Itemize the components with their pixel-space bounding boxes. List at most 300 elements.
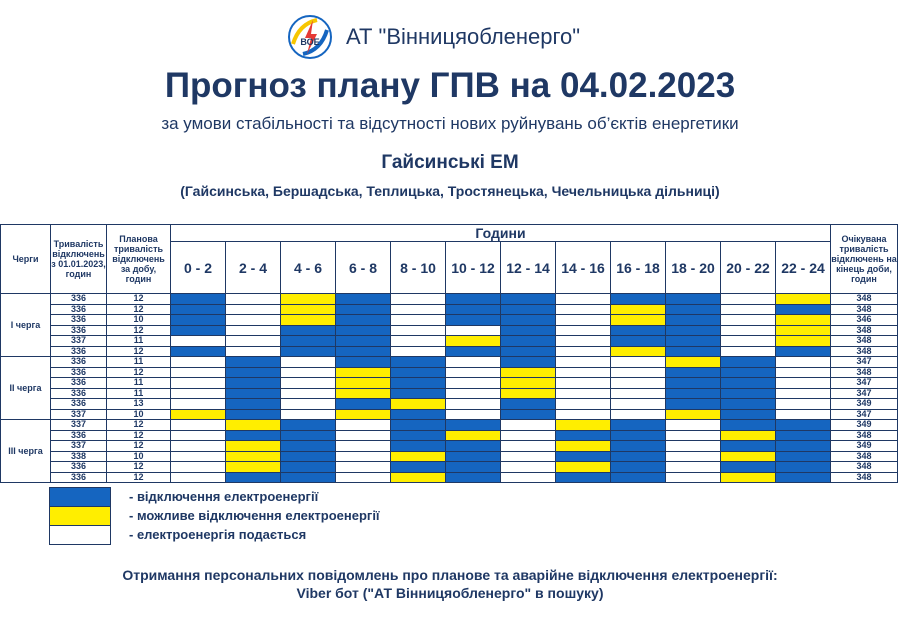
schedule-cell (501, 441, 556, 452)
schedule-cell (446, 388, 501, 399)
schedule-cell (611, 472, 666, 483)
schedule-cell (281, 315, 336, 326)
schedule-cell (556, 388, 611, 399)
schedule-cell (446, 336, 501, 347)
schedule-cell (226, 388, 281, 399)
expected-cell: 347 (831, 388, 898, 399)
schedule-cell (666, 441, 721, 452)
planned-cell: 11 (107, 336, 171, 347)
schedule-cell (556, 472, 611, 483)
duration-cell: 336 (51, 388, 107, 399)
expected-cell: 349 (831, 441, 898, 452)
schedule-cell (226, 357, 281, 368)
schedule-cell (666, 430, 721, 441)
schedule-table (0, 224, 898, 483)
expected-cell: 348 (831, 472, 898, 483)
schedule-cell (391, 420, 446, 431)
schedule-cell (501, 346, 556, 357)
schedule-cell (171, 325, 226, 336)
legend-label-on: - електроенергія подається (129, 527, 307, 542)
header-slot: 16 - 18 (611, 242, 666, 294)
legend-swatch-off (49, 487, 111, 507)
header-slot: 20 - 22 (721, 242, 776, 294)
schedule-cell (776, 399, 831, 410)
schedule-cell (226, 367, 281, 378)
schedule-cell (501, 472, 556, 483)
header-planned: Планова тривалість відключень за добу, годин (107, 225, 171, 294)
duration-cell: 336 (51, 378, 107, 389)
schedule-cell (501, 325, 556, 336)
schedule-cell (336, 315, 391, 326)
schedule-cell (666, 367, 721, 378)
schedule-cell (666, 409, 721, 420)
schedule-cell (556, 336, 611, 347)
planned-cell: 12 (107, 367, 171, 378)
schedule-cell (666, 378, 721, 389)
header-slot: 0 - 2 (171, 242, 226, 294)
schedule-cell (446, 294, 501, 305)
header-hours: Години (171, 225, 831, 242)
schedule-cell (666, 472, 721, 483)
schedule-cell (501, 430, 556, 441)
schedule-cell (336, 304, 391, 315)
schedule-cell (501, 388, 556, 399)
schedule-cell (776, 430, 831, 441)
schedule-cell (721, 430, 776, 441)
duration-cell: 336 (51, 462, 107, 473)
queue-label: II черга (1, 357, 51, 420)
schedule-cell (556, 430, 611, 441)
schedule-cell (776, 304, 831, 315)
schedule-cell (721, 336, 776, 347)
schedule-cell (226, 325, 281, 336)
duration-cell: 336 (51, 294, 107, 305)
schedule-cell (171, 441, 226, 452)
schedule-cell (556, 420, 611, 431)
schedule-cell (611, 409, 666, 420)
planned-cell: 11 (107, 388, 171, 399)
schedule-cell (611, 399, 666, 410)
schedule-cell (501, 294, 556, 305)
schedule-cell (611, 378, 666, 389)
schedule-cell (721, 346, 776, 357)
planned-cell: 12 (107, 294, 171, 305)
schedule-cell (721, 399, 776, 410)
planned-cell: 12 (107, 441, 171, 452)
schedule-cell (171, 462, 226, 473)
duration-cell: 337 (51, 336, 107, 347)
schedule-cell (501, 462, 556, 473)
schedule-cell (226, 346, 281, 357)
expected-cell: 348 (831, 430, 898, 441)
schedule-cell (391, 315, 446, 326)
schedule-cell (776, 367, 831, 378)
schedule-cell (391, 409, 446, 420)
header-slot: 4 - 6 (281, 242, 336, 294)
duration-cell: 338 (51, 451, 107, 462)
schedule-cell (501, 409, 556, 420)
table-row (1, 304, 898, 315)
schedule-cell (226, 315, 281, 326)
schedule-cell (721, 304, 776, 315)
schedule-cell (721, 472, 776, 483)
header-duration: Тривалість відключень з 01.01.2023, годин (51, 225, 107, 294)
schedule-cell (171, 367, 226, 378)
logo-text: ВОЕ (300, 37, 320, 47)
schedule-cell (336, 346, 391, 357)
schedule-cell (336, 399, 391, 410)
schedule-cell (446, 430, 501, 441)
schedule-cell (281, 399, 336, 410)
schedule-cell (776, 441, 831, 452)
schedule-cell (721, 367, 776, 378)
schedule-cell (501, 357, 556, 368)
table-row (1, 357, 898, 368)
planned-cell: 12 (107, 430, 171, 441)
schedule-cell (776, 346, 831, 357)
schedule-cell (391, 462, 446, 473)
schedule-cell (611, 357, 666, 368)
schedule-cell (336, 462, 391, 473)
schedule-cell (556, 346, 611, 357)
schedule-cell (171, 336, 226, 347)
schedule-cell (446, 472, 501, 483)
schedule-cell (336, 441, 391, 452)
schedule-cell (446, 325, 501, 336)
schedule-cell (336, 409, 391, 420)
table-row (1, 430, 898, 441)
header-queue: Черги (1, 225, 51, 294)
header-slot: 18 - 20 (666, 242, 721, 294)
schedule-cell (171, 472, 226, 483)
schedule-cell (556, 325, 611, 336)
schedule-cell (666, 325, 721, 336)
schedule-cell (611, 367, 666, 378)
schedule-cell (391, 451, 446, 462)
schedule-cell (556, 367, 611, 378)
duration-cell: 336 (51, 304, 107, 315)
schedule-cell (611, 462, 666, 473)
districts-list: (Гайсинська, Бершадська, Теплицька, Тростянецька, Чечельницька дільниці) (180, 183, 720, 199)
legend-item-on (49, 525, 589, 544)
queue-label: III черга (1, 420, 51, 483)
schedule-cell (501, 451, 556, 462)
schedule-cell (501, 304, 556, 315)
duration-cell: 337 (51, 409, 107, 420)
schedule-cell (776, 336, 831, 347)
schedule-cell (281, 430, 336, 441)
planned-cell: 12 (107, 472, 171, 483)
duration-cell: 336 (51, 325, 107, 336)
schedule-cell (556, 399, 611, 410)
schedule-cell (171, 399, 226, 410)
schedule-cell (776, 378, 831, 389)
schedule-cell (501, 378, 556, 389)
schedule-cell (281, 367, 336, 378)
schedule-cell (391, 325, 446, 336)
schedule-cell (336, 378, 391, 389)
schedule-cell (391, 357, 446, 368)
schedule-cell (391, 304, 446, 315)
schedule-cell (391, 367, 446, 378)
table-row (1, 325, 898, 336)
schedule-cell (501, 315, 556, 326)
schedule-cell (446, 441, 501, 452)
schedule-cell (336, 357, 391, 368)
schedule-cell (391, 346, 446, 357)
planned-cell: 10 (107, 315, 171, 326)
schedule-cell (776, 315, 831, 326)
schedule-cell (336, 420, 391, 431)
page-subtitle: за умови стабільності та відсутності нових руйнувань об’єктів енергетики (161, 114, 739, 133)
schedule-cell (721, 315, 776, 326)
schedule-cell (556, 462, 611, 473)
schedule-cell (501, 399, 556, 410)
schedule-cell (226, 472, 281, 483)
duration-cell: 336 (51, 430, 107, 441)
legend-item-off (49, 487, 589, 506)
table-row (1, 472, 898, 483)
schedule-cell (611, 315, 666, 326)
planned-cell: 12 (107, 325, 171, 336)
expected-cell: 348 (831, 336, 898, 347)
schedule-cell (666, 420, 721, 431)
header-slot: 2 - 4 (226, 242, 281, 294)
table-row (1, 367, 898, 378)
planned-cell: 13 (107, 399, 171, 410)
duration-cell: 336 (51, 367, 107, 378)
schedule-cell (501, 367, 556, 378)
schedule-cell (446, 462, 501, 473)
schedule-cell (446, 420, 501, 431)
expected-cell: 348 (831, 304, 898, 315)
schedule-cell (446, 346, 501, 357)
schedule-cell (611, 388, 666, 399)
header-slot: 12 - 14 (501, 242, 556, 294)
duration-cell: 337 (51, 441, 107, 452)
schedule-cell (611, 451, 666, 462)
duration-cell: 337 (51, 420, 107, 431)
schedule-cell (776, 409, 831, 420)
table-row (1, 388, 898, 399)
footer-notice: Отримання персональних повідомлень про планове та аварійне відключення електроенергії: (122, 567, 778, 583)
schedule-cell (776, 388, 831, 399)
schedule-cell (776, 451, 831, 462)
schedule-cell (776, 325, 831, 336)
legend-item-possible (49, 506, 589, 525)
schedule-cell (281, 336, 336, 347)
schedule-cell (556, 409, 611, 420)
schedule-cell (281, 304, 336, 315)
schedule-cell (391, 294, 446, 305)
expected-cell: 347 (831, 378, 898, 389)
page-title: Прогноз плану ГПВ на 04.02.2023 (164, 66, 736, 105)
schedule-cell (336, 336, 391, 347)
expected-cell: 348 (831, 367, 898, 378)
planned-cell: 12 (107, 304, 171, 315)
planned-cell: 11 (107, 378, 171, 389)
schedule-cell (556, 315, 611, 326)
table-row (1, 420, 898, 431)
duration-cell: 336 (51, 315, 107, 326)
schedule-cell (776, 472, 831, 483)
schedule-cell (391, 378, 446, 389)
schedule-cell (281, 451, 336, 462)
schedule-cell (391, 388, 446, 399)
schedule-cell (611, 336, 666, 347)
schedule-cell (171, 378, 226, 389)
schedule-cell (556, 294, 611, 305)
schedule-cell (721, 357, 776, 368)
legend-swatch-possible (49, 506, 111, 526)
schedule-cell (556, 378, 611, 389)
schedule-cell (226, 399, 281, 410)
planned-cell: 12 (107, 462, 171, 473)
schedule-cell (446, 367, 501, 378)
region-title: Гайсинські ЕМ (381, 152, 519, 173)
expected-cell: 348 (831, 346, 898, 357)
schedule-cell (446, 315, 501, 326)
schedule-cell (226, 336, 281, 347)
planned-cell: 10 (107, 409, 171, 420)
table-row (1, 346, 898, 357)
schedule-cell (666, 357, 721, 368)
schedule-cell (611, 430, 666, 441)
queue-label: I черга (1, 294, 51, 357)
company-logo (287, 14, 333, 60)
schedule-cell (226, 420, 281, 431)
schedule-cell (171, 420, 226, 431)
schedule-cell (171, 315, 226, 326)
schedule-cell (776, 420, 831, 431)
table-row (1, 441, 898, 452)
duration-cell: 336 (51, 357, 107, 368)
schedule-cell (666, 304, 721, 315)
schedule-cell (171, 346, 226, 357)
expected-cell: 347 (831, 357, 898, 368)
company-name: АТ "Вінницяобленерго" (346, 24, 581, 49)
schedule-cell (281, 420, 336, 431)
schedule-cell (391, 336, 446, 347)
schedule-cell (336, 388, 391, 399)
schedule-cell (666, 399, 721, 410)
schedule-cell (226, 409, 281, 420)
schedule-cell (446, 357, 501, 368)
header-expected: Очікувана тривалість відключень на кінець доби, годин (831, 225, 898, 294)
schedule-cell (776, 462, 831, 473)
schedule-cell (666, 346, 721, 357)
schedule-cell (446, 409, 501, 420)
schedule-cell (446, 451, 501, 462)
schedule-cell (666, 388, 721, 399)
planned-cell: 11 (107, 357, 171, 368)
schedule-cell (666, 294, 721, 305)
schedule-cell (556, 304, 611, 315)
schedule-cell (721, 294, 776, 305)
schedule-cell (666, 462, 721, 473)
schedule-cell (281, 294, 336, 305)
schedule-cell (391, 441, 446, 452)
schedule-cell (721, 441, 776, 452)
schedule-cell (336, 294, 391, 305)
schedule-cell (556, 441, 611, 452)
schedule-cell (226, 451, 281, 462)
schedule-cell (171, 388, 226, 399)
schedule-cell (336, 451, 391, 462)
header-slot: 6 - 8 (336, 242, 391, 294)
schedule-cell (226, 441, 281, 452)
schedule-cell (281, 462, 336, 473)
schedule-cell (171, 294, 226, 305)
header-slot: 14 - 16 (556, 242, 611, 294)
table-row (1, 451, 898, 462)
schedule-cell (721, 378, 776, 389)
schedule-cell (721, 325, 776, 336)
schedule-cell (336, 430, 391, 441)
schedule-cell (776, 357, 831, 368)
header-slot: 10 - 12 (446, 242, 501, 294)
planned-cell: 12 (107, 420, 171, 431)
schedule-cell (611, 294, 666, 305)
schedule-cell (501, 336, 556, 347)
duration-cell: 336 (51, 346, 107, 357)
schedule-cell (611, 325, 666, 336)
expected-cell: 349 (831, 399, 898, 410)
table-row (1, 336, 898, 347)
schedule-cell (611, 346, 666, 357)
table-row (1, 409, 898, 420)
schedule-cell (446, 304, 501, 315)
schedule-cell (611, 441, 666, 452)
schedule-cell (281, 441, 336, 452)
schedule-cell (281, 346, 336, 357)
table-row (1, 399, 898, 410)
expected-cell: 348 (831, 462, 898, 473)
schedule-cell (226, 430, 281, 441)
schedule-cell (336, 367, 391, 378)
expected-cell: 346 (831, 315, 898, 326)
header-slot: 8 - 10 (391, 242, 446, 294)
schedule-cell (281, 472, 336, 483)
schedule-cell (556, 451, 611, 462)
schedule-cell (226, 378, 281, 389)
schedule-cell (556, 357, 611, 368)
schedule-cell (666, 451, 721, 462)
schedule-cell (611, 420, 666, 431)
duration-cell: 336 (51, 399, 107, 410)
header-slot: 22 - 24 (776, 242, 831, 294)
schedule-cell (666, 336, 721, 347)
schedule-cell (171, 304, 226, 315)
schedule-cell (336, 325, 391, 336)
expected-cell: 348 (831, 325, 898, 336)
schedule-cell (281, 378, 336, 389)
table-row (1, 462, 898, 473)
schedule-cell (721, 409, 776, 420)
schedule-cell (281, 388, 336, 399)
schedule-cell (226, 304, 281, 315)
schedule-cell (391, 430, 446, 441)
schedule-cell (171, 357, 226, 368)
schedule-cell (446, 378, 501, 389)
schedule-cell (666, 315, 721, 326)
schedule-cell (336, 472, 391, 483)
table-row (1, 294, 898, 305)
legend-swatch-on (49, 525, 111, 545)
table-row (1, 378, 898, 389)
planned-cell: 12 (107, 346, 171, 357)
duration-cell: 336 (51, 472, 107, 483)
